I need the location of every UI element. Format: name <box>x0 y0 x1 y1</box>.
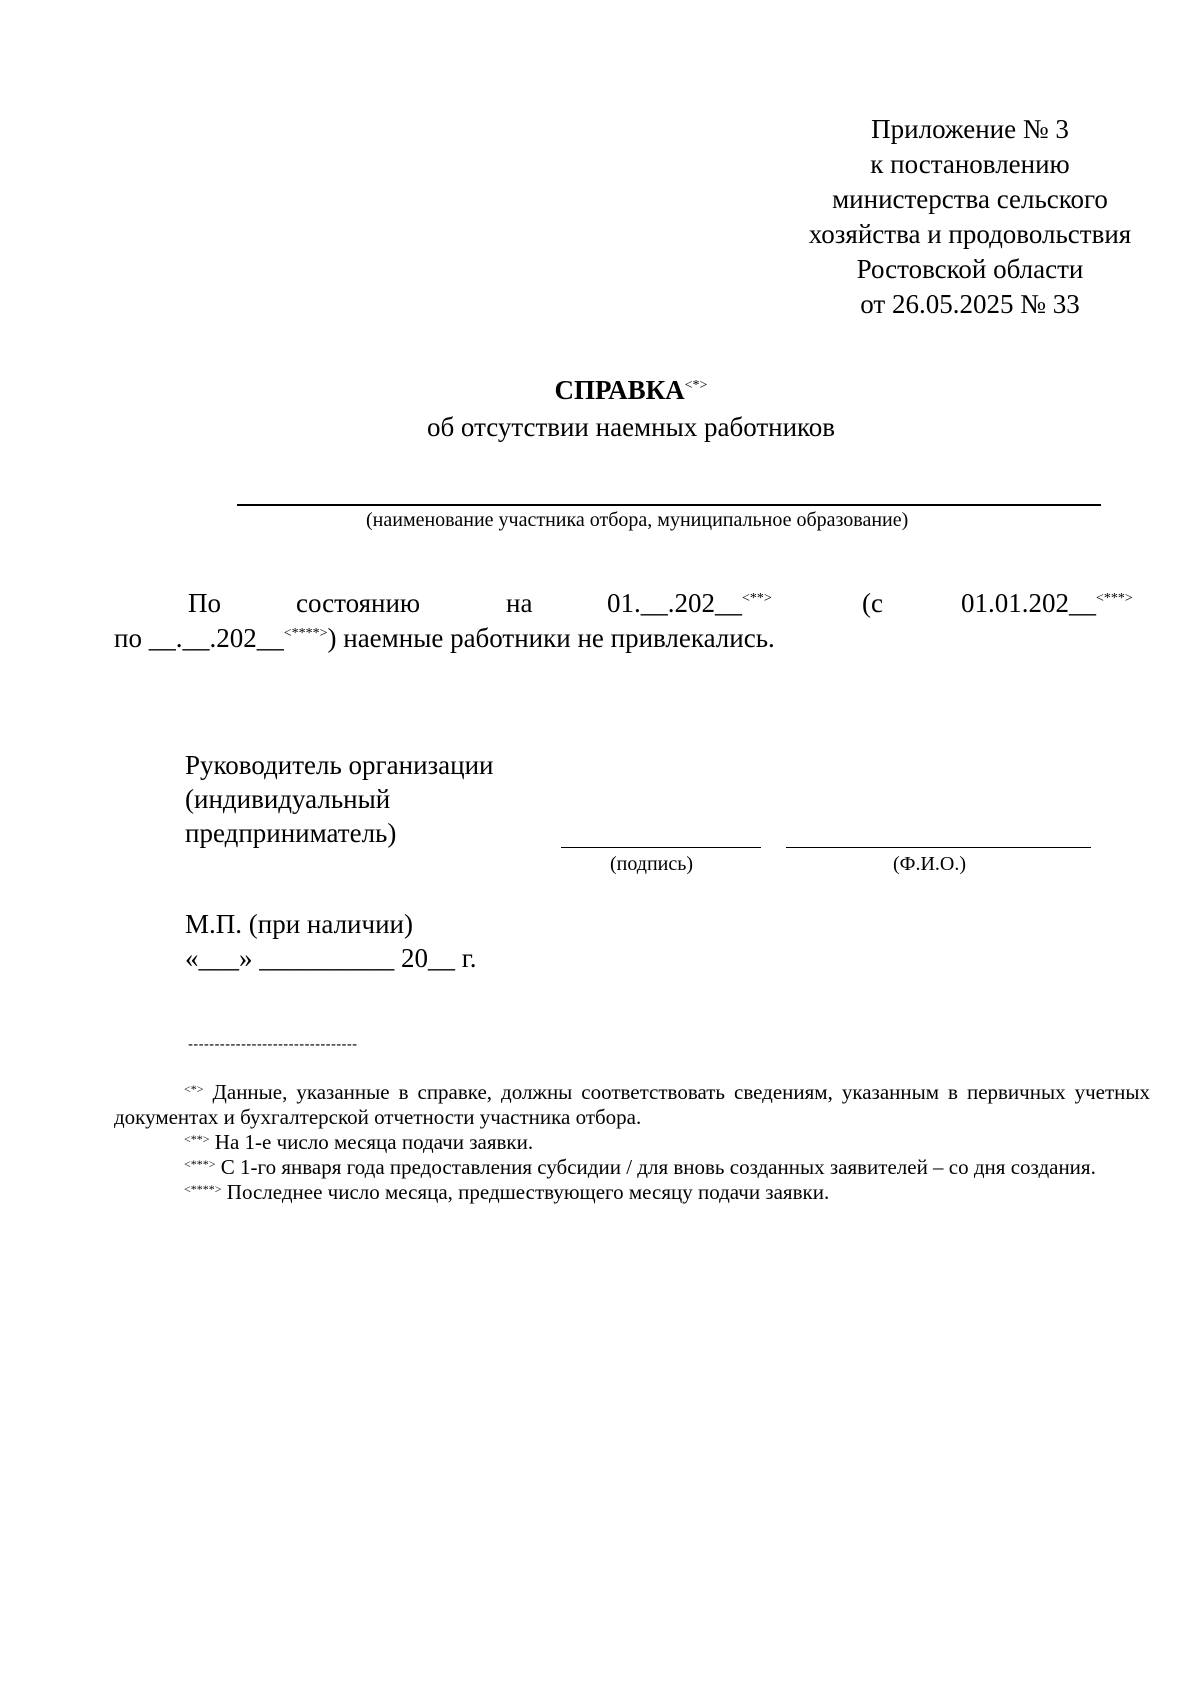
signature-line <box>561 847 761 848</box>
signer-line: Руководитель организации <box>185 750 494 780</box>
signer-block <box>185 748 494 850</box>
statement-period-start-text: 01.01.202__ <box>961 588 1096 618</box>
appendix-line: Ростовской области <box>856 254 1084 284</box>
seal-label: М.П. (при наличии) <box>185 909 413 939</box>
footnote-3 <box>114 1155 1150 1180</box>
appendix-line: хозяйства и продовольствия <box>808 219 1132 249</box>
statement-word: состоянию <box>296 588 421 618</box>
seal-block <box>185 907 477 975</box>
footnote-mark: <***> <box>184 1157 216 1171</box>
footnote-separator: -------------------------------- <box>188 1036 358 1053</box>
statement-line-2 <box>114 621 775 655</box>
date-blank: «___» __________ 20__ г. <box>185 943 477 973</box>
appendix-line: Приложение № 3 <box>871 114 1069 144</box>
participant-name-line <box>237 504 1101 506</box>
footnote-mark: <*> <box>184 1082 204 1096</box>
document-title <box>0 373 1200 407</box>
signer-line: (индивидуальный <box>185 784 391 814</box>
footnote-text: На 1-е число месяца подачи заявки. <box>209 1130 534 1154</box>
footnote-mark: <****> <box>283 626 328 641</box>
appendix-line: министерства сельского <box>832 184 1108 214</box>
name-caption: (Ф.И.О.) <box>893 853 967 875</box>
footnote-1 <box>114 1080 1150 1130</box>
statement-date <box>607 586 772 620</box>
statement-date-text: 01.__.202__ <box>607 588 742 618</box>
appendix-line: от 26.05.2025 № 33 <box>860 289 1080 319</box>
footnote-mark: <**> <box>742 591 772 606</box>
title-footnote-mark: <*> <box>684 378 708 393</box>
statement-word: (с <box>862 588 883 618</box>
appendix-block <box>720 112 1200 322</box>
statement-period-end: по __.__.202__ <box>114 623 284 653</box>
footnote-text: Данные, указанные в справке, должны соответствовать сведениям, указанным в первичных учетных документах и бухгалтерской отчетности участника отбора. <box>114 1080 1150 1129</box>
appendix-line: к постановлению <box>870 149 1070 179</box>
footnote-mark: <**> <box>184 1132 210 1146</box>
footnotes <box>114 1080 1150 1205</box>
signer-line: предприниматель) <box>185 818 397 848</box>
footnote-mark: <***> <box>1096 591 1133 606</box>
statement-conclusion: ) наемные работники не привлекались. <box>327 623 775 653</box>
statement-word: По <box>188 588 221 618</box>
footnote-text: Последнее число месяца, предшествующего месяцу подачи заявки. <box>221 1180 830 1204</box>
title-text: СПРАВКА <box>554 375 685 405</box>
footnote-4 <box>114 1180 1150 1205</box>
statement-period-start <box>961 586 1133 620</box>
document-subtitle: об отсутствии наемных работников <box>426 412 836 442</box>
footnote-mark: <****> <box>184 1182 222 1196</box>
footnote-text: С 1-го января года предоставления субсидии / для вновь созданных заявителей – со дня создания. <box>215 1155 1096 1179</box>
footnote-2 <box>114 1130 1150 1155</box>
participant-name-caption: (наименование участника отбора, муниципальное образование) <box>366 509 909 531</box>
name-line <box>786 847 1091 848</box>
statement-word: на <box>506 588 533 618</box>
signature-caption: (подпись) <box>610 853 694 875</box>
